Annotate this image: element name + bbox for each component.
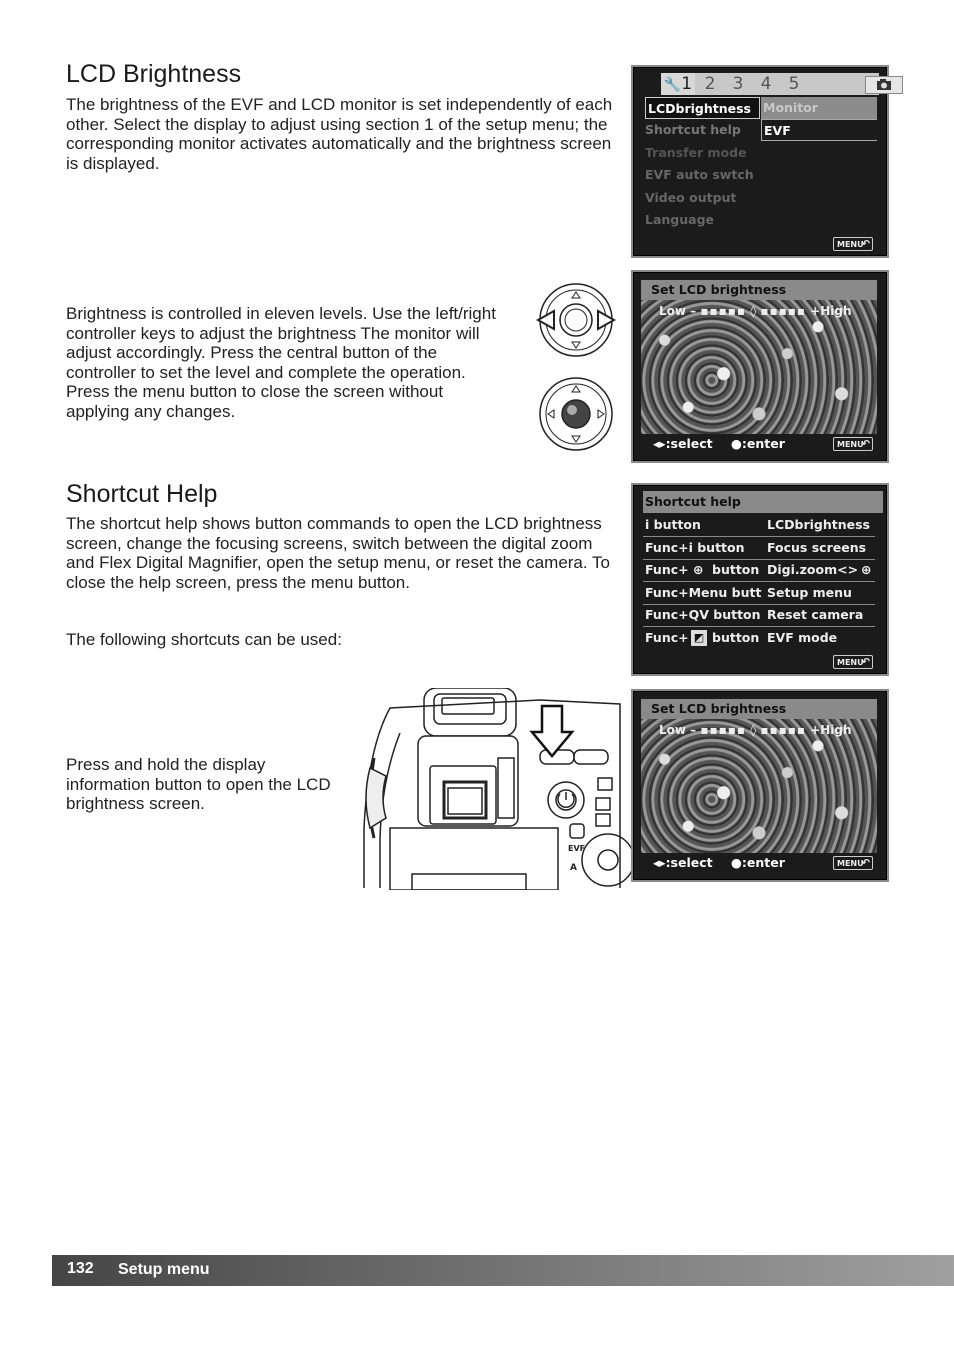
menu-return-button[interactable]: MENU ↶ <box>833 437 873 451</box>
brightness-scale[interactable]: Low – ▪▪▪▪▪ ◊ ▪▪▪▪▪ +High <box>659 304 852 318</box>
section-title-shortcut-help: Shortcut Help <box>66 480 218 508</box>
magnifier-icon: ⊕ <box>693 562 704 577</box>
magnifier-icon: ⊕ <box>861 562 872 577</box>
return-icon: ↶ <box>861 657 870 668</box>
camera-tab[interactable] <box>865 76 903 94</box>
section-title-lcd-brightness: LCD Brightness <box>66 60 242 88</box>
tab-3[interactable]: 3 <box>732 74 744 94</box>
brightness-scale[interactable]: Low – ▪▪▪▪▪ ◊ ▪▪▪▪▪ +High <box>659 723 852 737</box>
brightness-screen-title: Set LCD brightness <box>641 280 877 300</box>
exposure-compensation-icon: ◩ <box>691 630 707 646</box>
enter-hint: ●:enter <box>731 436 785 451</box>
select-hint: ◂▸:select <box>653 436 713 451</box>
shortcut-row: Func+Menu butt Setup menu <box>643 582 875 605</box>
flower-preview-image <box>641 300 877 434</box>
shortcut-help-screen <box>631 483 889 676</box>
lcd-brightness-screen-1 <box>631 270 889 463</box>
footer-section-name: Setup menu <box>118 1261 210 1278</box>
left-right-arrows-icon: ◂▸ <box>653 855 666 870</box>
option-monitor[interactable]: Monitor <box>761 97 877 119</box>
lcd-brightness-intro: The brightness of the EVF and LCD monitor is set independently of each other. Select the display to adjust using section 1 of the setup menu; the corresponding monitor activates automatically and the brightness screen is displayed. <box>66 95 613 173</box>
return-icon: ↶ <box>861 858 870 869</box>
shortcuts-list-intro: The following shortcuts can be used: <box>66 630 342 649</box>
camera-a-label: A <box>570 863 577 873</box>
menu-return-button[interactable]: MENU ↶ <box>833 856 873 870</box>
page-footer <box>52 1255 954 1286</box>
controller-center-button-icon <box>536 377 616 452</box>
brightness-levels-text: Brightness is controlled in eleven levels. Use the left/right controller keys to adjust the brightness The monitor will adjust accordingly. Press the central button of the controller to set the level and complete the operation. Press the menu button to close the screen without applying any changes. <box>66 304 496 421</box>
menu-item-video-output[interactable]: Video output <box>645 190 737 205</box>
menu-item-transfer-mode[interactable]: Transfer mode <box>645 145 747 160</box>
tab-4[interactable]: 4 <box>760 74 772 94</box>
select-hint: ◂▸:select <box>653 855 713 870</box>
return-icon: ↶ <box>861 239 870 250</box>
tab-5[interactable]: 5 <box>788 74 800 94</box>
center-button-icon: ● <box>731 855 742 870</box>
brightness-screen-title: Set LCD brightness <box>641 699 877 719</box>
wrench-icon: 🔧 <box>663 77 682 93</box>
shortcut-row: Func+ ◩ button EVF mode <box>645 630 838 645</box>
menu-item-shortcut-help[interactable]: Shortcut help <box>645 122 741 137</box>
setup-menu-screen <box>631 65 889 258</box>
menu-item-evf-auto-switch[interactable]: EVF auto swtch <box>645 167 754 182</box>
enter-hint: ●:enter <box>731 855 785 870</box>
camera-evf-label: EVF <box>568 844 586 853</box>
shortcut-help-title: Shortcut help <box>643 491 883 513</box>
option-evf[interactable]: EVF <box>761 119 877 141</box>
menu-item-language[interactable]: Language <box>645 212 715 227</box>
down-arrow-indicator <box>532 706 572 756</box>
camera-icon <box>866 77 902 93</box>
menu-return-button[interactable]: MENU ↶ <box>833 237 873 251</box>
flower-preview-image <box>641 719 877 853</box>
menu-return-button[interactable]: MENU ↶ <box>833 655 873 669</box>
shortcut-row: Func+i button Focus screens <box>643 537 875 560</box>
left-right-arrows-icon: ◂▸ <box>653 436 666 451</box>
lcd-brightness-screen-2 <box>631 689 889 882</box>
display-info-button-instruction: Press and hold the display information button to open the LCD brightness screen. <box>66 755 331 813</box>
shortcut-help-intro: The shortcut help shows button commands to open the LCD brightness screen, change the focusing screens, switch between the digital zoom and Flex Digital Magnifier, open the setup menu, or reset the camera. To close the help screen, press the menu button. <box>66 514 610 592</box>
page-number: 132 <box>67 1260 94 1277</box>
shortcut-row: Func+ ⊕ button Digi.zoom<> ⊕ <box>643 559 875 582</box>
setup-menu-tabs <box>661 73 879 95</box>
controller-left-right-icon <box>536 283 616 358</box>
tab-1[interactable]: 🔧1 <box>661 73 695 95</box>
shortcut-row: Func+QV button Reset camera <box>643 604 875 627</box>
return-icon: ↶ <box>861 439 870 450</box>
menu-item-lcdbrightness[interactable]: LCDbrightness <box>645 97 760 119</box>
center-button-icon: ● <box>731 436 742 451</box>
shortcut-row: i button LCDbrightness <box>643 514 875 537</box>
tab-2[interactable]: 2 <box>704 74 716 94</box>
